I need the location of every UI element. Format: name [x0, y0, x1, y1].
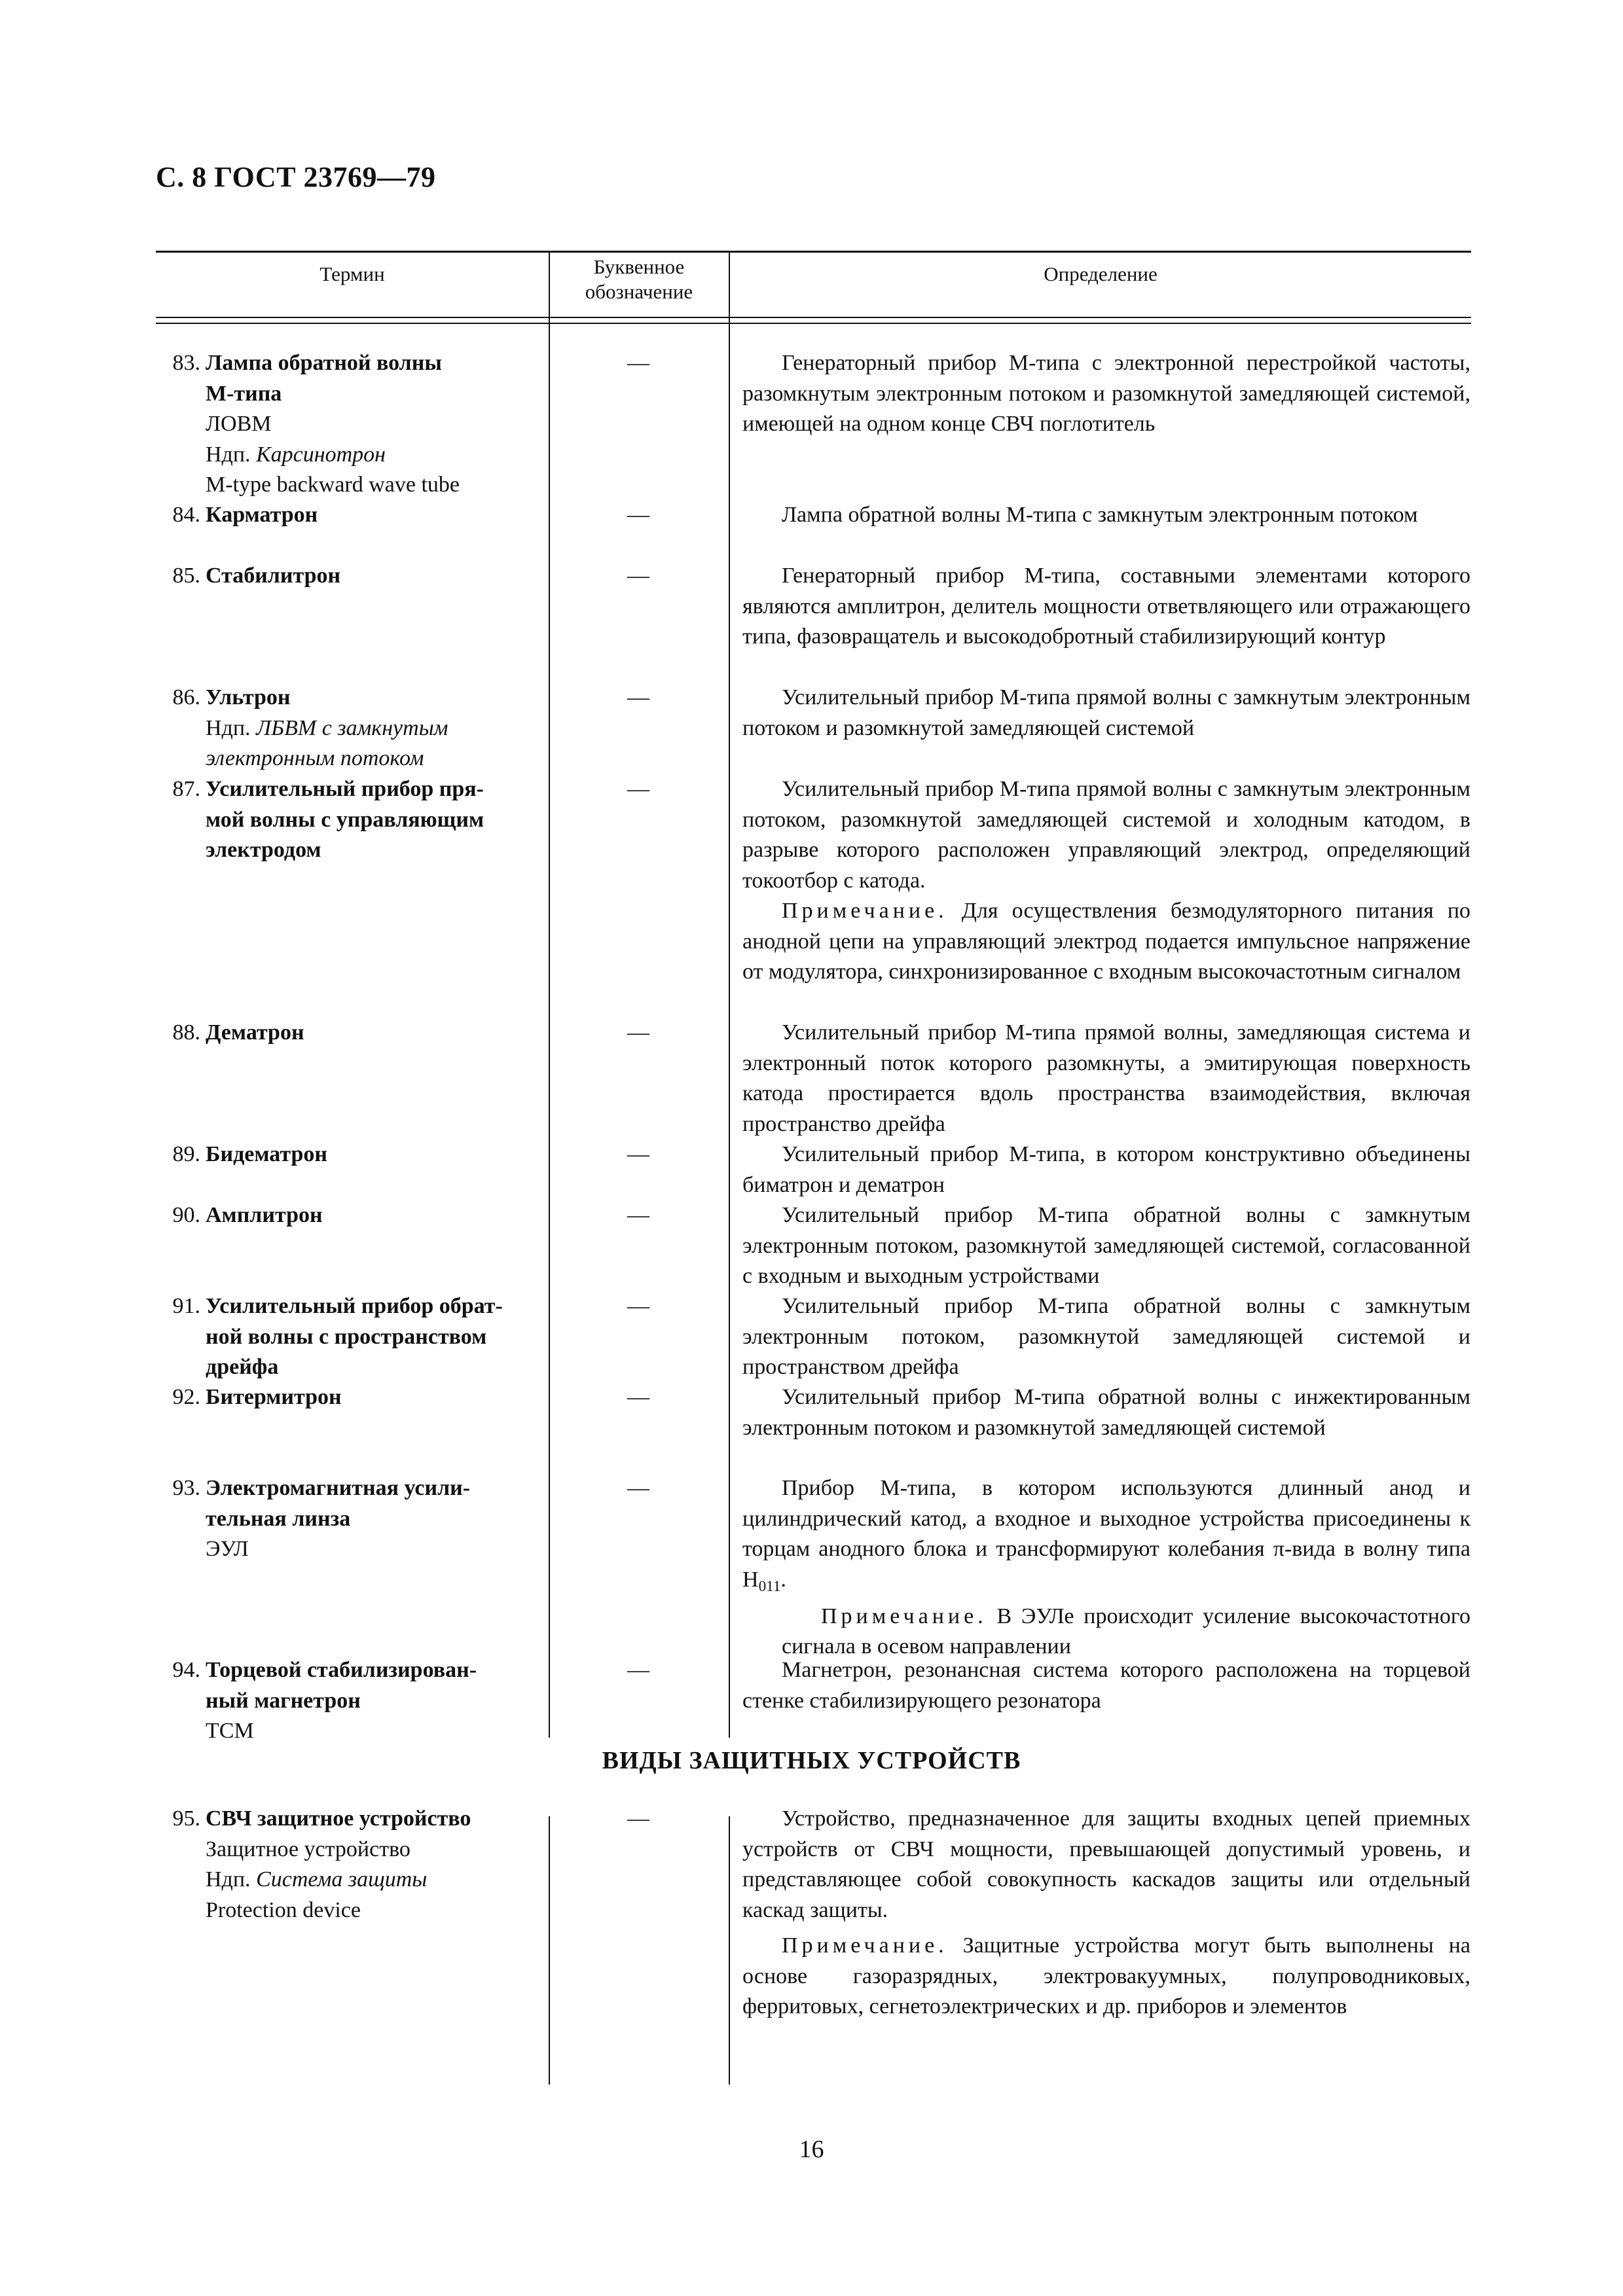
- symbol-cell: —: [627, 1385, 649, 1409]
- definition-cell: [742, 1018, 1470, 1139]
- table-top-rule: [156, 251, 1471, 253]
- term-cell: [156, 774, 549, 866]
- symbol-cell: —: [627, 1476, 649, 1500]
- definition-text: Генераторный прибор М-типа с электронной перестройкой частоты, разомкнутым электронным потоком и разомкнутой замедляющей системой, имеющей на одном конце СВЧ поглотитель: [742, 351, 1470, 436]
- term-cell: [156, 1139, 549, 1170]
- term-number: 93.: [172, 1476, 200, 1500]
- term-name-line: ной волны с пространством: [206, 1324, 487, 1349]
- definition-text: Усилительный прибор М-типа прямой волны, замедляющая система и электронный поток которого разомкнуты, а эмитирующая поверхность катода простирается вдоль пространства взаимодействия, включая пространство дрейфа: [742, 1020, 1470, 1136]
- symbol-cell: —: [627, 1806, 649, 1831]
- term-number: 83.: [172, 351, 200, 375]
- symbol-cell: —: [627, 777, 649, 801]
- term-cell: [156, 561, 549, 592]
- definition-cell: [742, 1139, 1470, 1200]
- column-divider-1: [549, 251, 550, 1738]
- note-label: Примечание.: [782, 1933, 948, 1958]
- note-text: В ЭУЛе происходит усиление высокочастотного сигнала в осевом направлении: [782, 1604, 1471, 1659]
- definition-cell: [742, 1655, 1470, 1716]
- definition-text: Генераторный прибор М-типа, составными элементами которого являются амплитрон, делитель мощности ответвляющего или отражающего типа, фазовращатель и высокодобротный стабилизирующий контур: [742, 564, 1470, 649]
- term-name: Карматрон: [206, 503, 318, 527]
- term-name: Ультрон: [206, 685, 291, 709]
- term-number: 94.: [172, 1658, 200, 1682]
- symbol-cell: —: [627, 1294, 649, 1318]
- page-number: 16: [799, 2136, 824, 2163]
- definition-cell: [742, 500, 1470, 531]
- term-cell: [156, 1200, 549, 1231]
- column-divider-2b: [729, 1816, 730, 2085]
- symbol-cell: —: [627, 503, 649, 527]
- term-number: 91.: [172, 1294, 200, 1318]
- term-name-line: М-типа: [206, 381, 282, 406]
- term-cell: [156, 1018, 549, 1049]
- term-cell: [156, 683, 549, 774]
- definition-note: [742, 1931, 1470, 2022]
- definition-cell: [742, 1200, 1470, 1292]
- term-cell: [156, 348, 549, 501]
- term-name: Лампа обратной волны: [206, 351, 442, 375]
- english-term: Protection device: [206, 1897, 361, 1922]
- definition-text: Усилительный прибор М-типа обратной волны с замкнутым электронным потоком, разомкнутой замедляющей системой и пространством дрейфа: [742, 1294, 1470, 1379]
- column-header-definition: Определение: [1044, 262, 1158, 285]
- english-term: M-type backward wave tube: [206, 473, 460, 497]
- page-header: С. 8 ГОСТ 23769—79: [156, 161, 436, 193]
- definition-cell: [742, 561, 1470, 653]
- term-name: Дематрон: [206, 1020, 304, 1045]
- term-number: 92.: [172, 1385, 200, 1409]
- term-cell: [156, 1382, 549, 1413]
- section-title: ВИДЫ ЗАЩИТНЫХ УСТРОЙСТВ: [602, 1747, 1021, 1774]
- definition-cell: [742, 683, 1470, 744]
- term-name-line: тельная линза: [206, 1506, 351, 1531]
- term-name-line: мой волны с управляющим: [206, 807, 484, 832]
- term-name: Электромагнитная усили-: [206, 1476, 471, 1500]
- symbol-cell: —: [627, 1142, 649, 1166]
- term-name: Торцевой стабилизирован-: [206, 1658, 477, 1682]
- definition-text: [742, 1473, 1470, 1602]
- definition-main: Прибор М-типа, в котором используются длинный анод и цилиндрический катод, а входное и выходное устройства присоединены к торцам анодного блока и трансформируют колебания π-вида в волну типа H: [742, 1476, 1470, 1592]
- column-header-symbol-line2: обозначение: [585, 280, 693, 303]
- column-divider-1b: [549, 1816, 550, 2085]
- definition-cell: [742, 774, 1470, 988]
- term-number: 88.: [172, 1020, 200, 1045]
- definition-text: Усилительный прибор М-типа обратной волны с замкнутым электронным потоком, разомкнутой замедляющей системой, согласованной с входным и выходным устройствами: [742, 1203, 1470, 1288]
- note-text: Защитные устройства могут быть выполнены на основе газоразрядных, электровакуумных, полупроводниковых, ферритовых, сегнетоэлектрических и др. приборов и элементов: [742, 1933, 1471, 2018]
- definition-text: Устройство, предназначенное для защиты входных цепей приемных устройств от СВЧ мощности, превышающей допустимый уровень, и представляющее собой совокупность каскадов защиты или отдельный каскад защиты.: [742, 1806, 1470, 1922]
- term-name: Амплитрон: [206, 1203, 323, 1227]
- symbol-cell: —: [627, 685, 649, 709]
- definition-text: Лампа обратной волны М-типа с замкнутым электронным потоком: [782, 503, 1418, 527]
- term-cell: [156, 1804, 549, 1926]
- ndp-term: Карсинотрон: [256, 442, 386, 467]
- definition-cell: [742, 1382, 1470, 1443]
- table-header-rule-2: [156, 323, 1471, 324]
- term-number: 85.: [172, 564, 200, 588]
- term-name: Бидематрон: [206, 1142, 328, 1166]
- definition-cell: [742, 1291, 1470, 1383]
- definition-end: .: [780, 1567, 786, 1592]
- note-label: Примечание.: [821, 1604, 987, 1628]
- ndp-term: ЛБВМ с замкнутым: [256, 715, 448, 740]
- ndp-prefix: Ндп.: [206, 442, 251, 467]
- term-cell: [156, 1291, 549, 1383]
- term-name: Усилительный прибор пря-: [206, 777, 484, 801]
- ndp-prefix: Ндп.: [206, 1867, 251, 1892]
- column-header-symbol: [550, 255, 728, 304]
- term-number: 90.: [172, 1203, 200, 1227]
- term-number: 89.: [172, 1142, 200, 1166]
- symbol-cell: —: [627, 1203, 649, 1227]
- definition-text: Усилительный прибор М-типа прямой волны с замкнутым электронным потоком и разомкнутой замедляющей системой: [742, 685, 1470, 740]
- definition-cell: [742, 1473, 1470, 1662]
- term-abbreviation: ТСМ: [206, 1719, 254, 1743]
- term-synonym: Защитное устройство: [206, 1837, 410, 1861]
- definition-text: Магнетрон, резонансная система которого расположена на торцевой стенке стабилизирующего резонатора: [742, 1658, 1470, 1713]
- term-name: СВЧ защитное устройство: [206, 1806, 471, 1831]
- table-header-rule: [156, 317, 1471, 318]
- ndp-prefix: Ндп.: [206, 715, 251, 740]
- definition-note: [742, 896, 1470, 988]
- term-cell: [156, 1655, 549, 1747]
- term-name: Усилительный прибор обрат-: [206, 1294, 503, 1318]
- symbol-cell: —: [627, 1658, 649, 1682]
- symbol-cell: —: [627, 564, 649, 588]
- note-label: Примечание.: [782, 899, 948, 923]
- definition-note: [742, 1602, 1470, 1662]
- column-header-symbol-line1: Буквенное: [593, 255, 685, 278]
- term-name-line: дрейфа: [206, 1355, 279, 1379]
- definition-cell: [742, 1804, 1470, 2022]
- term-number: 87.: [172, 777, 200, 801]
- term-number: 95.: [172, 1806, 200, 1831]
- symbol-cell: —: [627, 351, 649, 375]
- term-cell: [156, 1473, 549, 1565]
- term-abbreviation: ЛОВМ: [206, 412, 272, 436]
- column-header-term: Термин: [319, 262, 385, 285]
- term-name: Битермитрон: [206, 1385, 342, 1409]
- note-text: Для осуществления безмодуляторного питания по анодной цепи на управляющий электрод подается импульсное напряжение от модулятора, синхронизированное с входным высокочастотным сигналом: [742, 899, 1471, 984]
- term-number: 84.: [172, 503, 200, 527]
- ndp-term: Система защиты: [256, 1867, 428, 1892]
- definition-subscript: 011: [758, 1577, 781, 1595]
- definition-text: Усилительный прибор М-типа, в котором конструктивно объединены биматрон и дематрон: [742, 1142, 1470, 1197]
- symbol-cell: —: [627, 1020, 649, 1045]
- term-cell: [156, 500, 549, 531]
- term-name-line: ный магнетрон: [206, 1688, 361, 1713]
- ndp-term-line: электронным потоком: [206, 746, 424, 770]
- term-number: 86.: [172, 685, 200, 709]
- definition-text: Усилительный прибор М-типа обратной волны с инжектированным электронным потоком и разомкнутой замедляющей системой: [742, 1385, 1470, 1440]
- term-name: Стабилитрон: [206, 564, 341, 588]
- column-divider-2: [729, 251, 730, 1738]
- definition-cell: [742, 348, 1470, 440]
- term-abbreviation: ЭУЛ: [206, 1537, 249, 1561]
- definition-text: Усилительный прибор М-типа прямой волны с замкнутым электронным потоком, разомкнутой замедляющей системой и холодным катодом, в разрыве которого расположен управляющий электрод, определяющий токоотбор с катода.: [742, 777, 1470, 893]
- term-name-line: электродом: [206, 838, 321, 862]
